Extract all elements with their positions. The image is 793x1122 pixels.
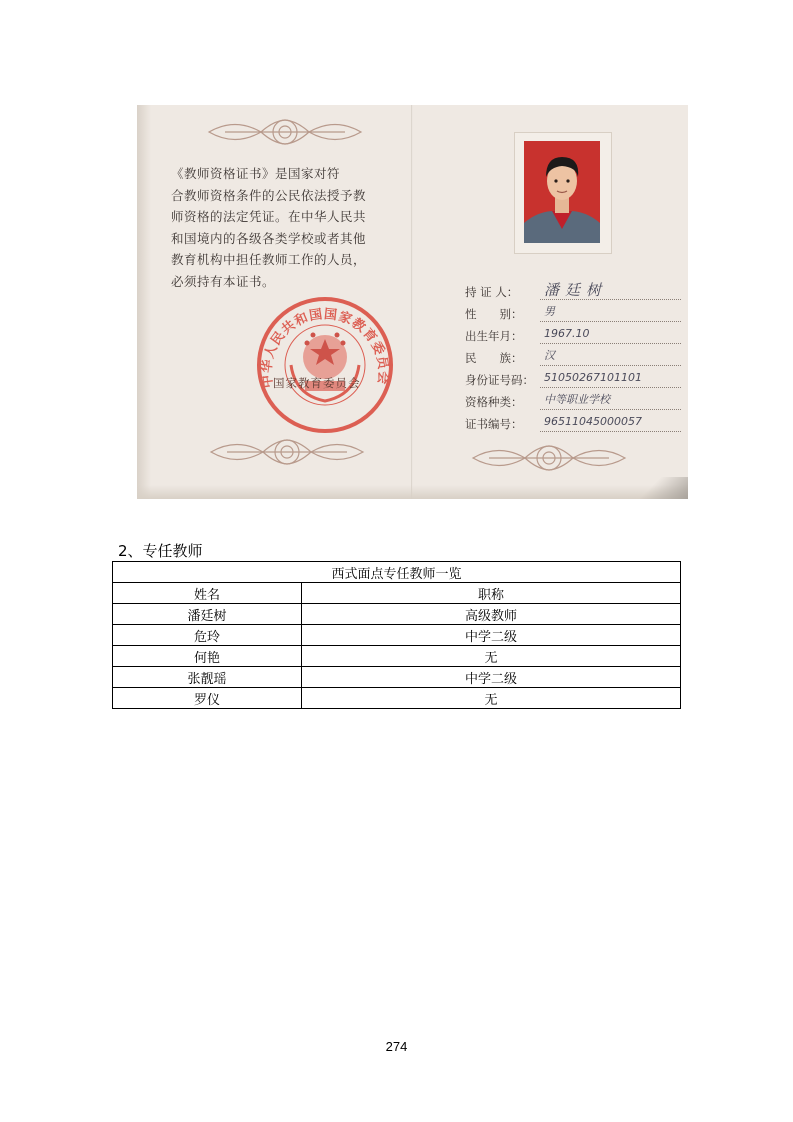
teacher-rank: 高级教师 [302,604,681,625]
booklet-spine [411,105,413,499]
official-seal-icon [255,295,395,435]
certificate-fields [465,281,675,435]
holder-portrait [524,141,600,243]
table-row [113,625,681,646]
page-number: 274 [385,1039,408,1054]
table-row [113,688,681,709]
bottom-left-ornament [207,435,367,469]
field-label: 持 证 人： [465,285,519,299]
section-heading: 2、专任教师 [118,542,203,560]
field-birth [465,325,675,347]
teacher-name: 危玲 [113,625,302,646]
field-value: 96511045000057 [540,413,681,432]
certificate-intro-text [171,163,411,292]
field-qualification [465,391,675,413]
table-row [113,667,681,688]
teacher-certificate-photo [137,105,688,499]
seal-issuer-label: 国家教育委员会 [273,376,361,390]
page-shadow-left [137,105,151,499]
teacher-name: 罗仪 [113,688,302,709]
seal-ring-text: 中华人民共和国国家教育委员会 [259,307,391,389]
intro-line: 《教师资格证书》是国家对符 [171,166,341,181]
table-title-row [113,562,681,583]
teacher-name: 张靓瑶 [113,667,302,688]
intro-line: 师资格的法定凭证。在中华人民共 [171,209,367,224]
field-label: 民 族： [465,351,523,365]
intro-line: 合教师资格条件的公民依法授予教 [171,187,367,203]
field-label: 证书编号： [465,417,523,431]
field-label: 身份证号码： [465,373,534,387]
teacher-rank: 无 [302,688,681,709]
teacher-rank: 无 [302,646,681,667]
top-left-ornament [205,115,365,149]
field-value: 中等职业学校 [540,391,681,410]
teacher-rank: 中学二级 [302,667,681,688]
portrait-icon [524,141,600,243]
field-label: 性 别： [465,307,523,321]
teacher-table [112,561,681,709]
table-title: 西式面点专任教师一览 [113,562,681,583]
intro-line: 必须持有本证书。 [171,273,276,289]
field-value: 男 [540,303,681,322]
header-title: 职称 [302,583,681,604]
bottom-right-ornament [469,441,629,475]
teacher-rank: 中学二级 [302,625,681,646]
field-holder [465,281,675,303]
page-shadow-bottom [137,485,688,499]
field-label: 资格种类： [465,395,523,409]
table-corner-shadow [628,477,688,499]
field-value: 1967.10 [540,325,681,344]
table-header-row [113,583,681,604]
field-value: 潘廷树 [540,281,681,300]
field-value: 汉 [540,347,681,366]
field-value: 51050267101101 [540,369,681,388]
teacher-name: 潘廷树 [113,604,302,625]
table-row [113,646,681,667]
field-ethnicity [465,347,675,369]
header-name: 姓名 [113,583,302,604]
table-row [113,604,681,625]
intro-line: 和国境内的各级各类学校或者其他 [171,230,367,246]
intro-line: 教育机构中担任教师工作的人员， [171,252,367,267]
field-gender [465,303,675,325]
field-label: 出生年月： [465,329,523,343]
field-cert-number [465,413,675,435]
teacher-name: 何艳 [113,646,302,667]
field-id-number [465,369,675,391]
